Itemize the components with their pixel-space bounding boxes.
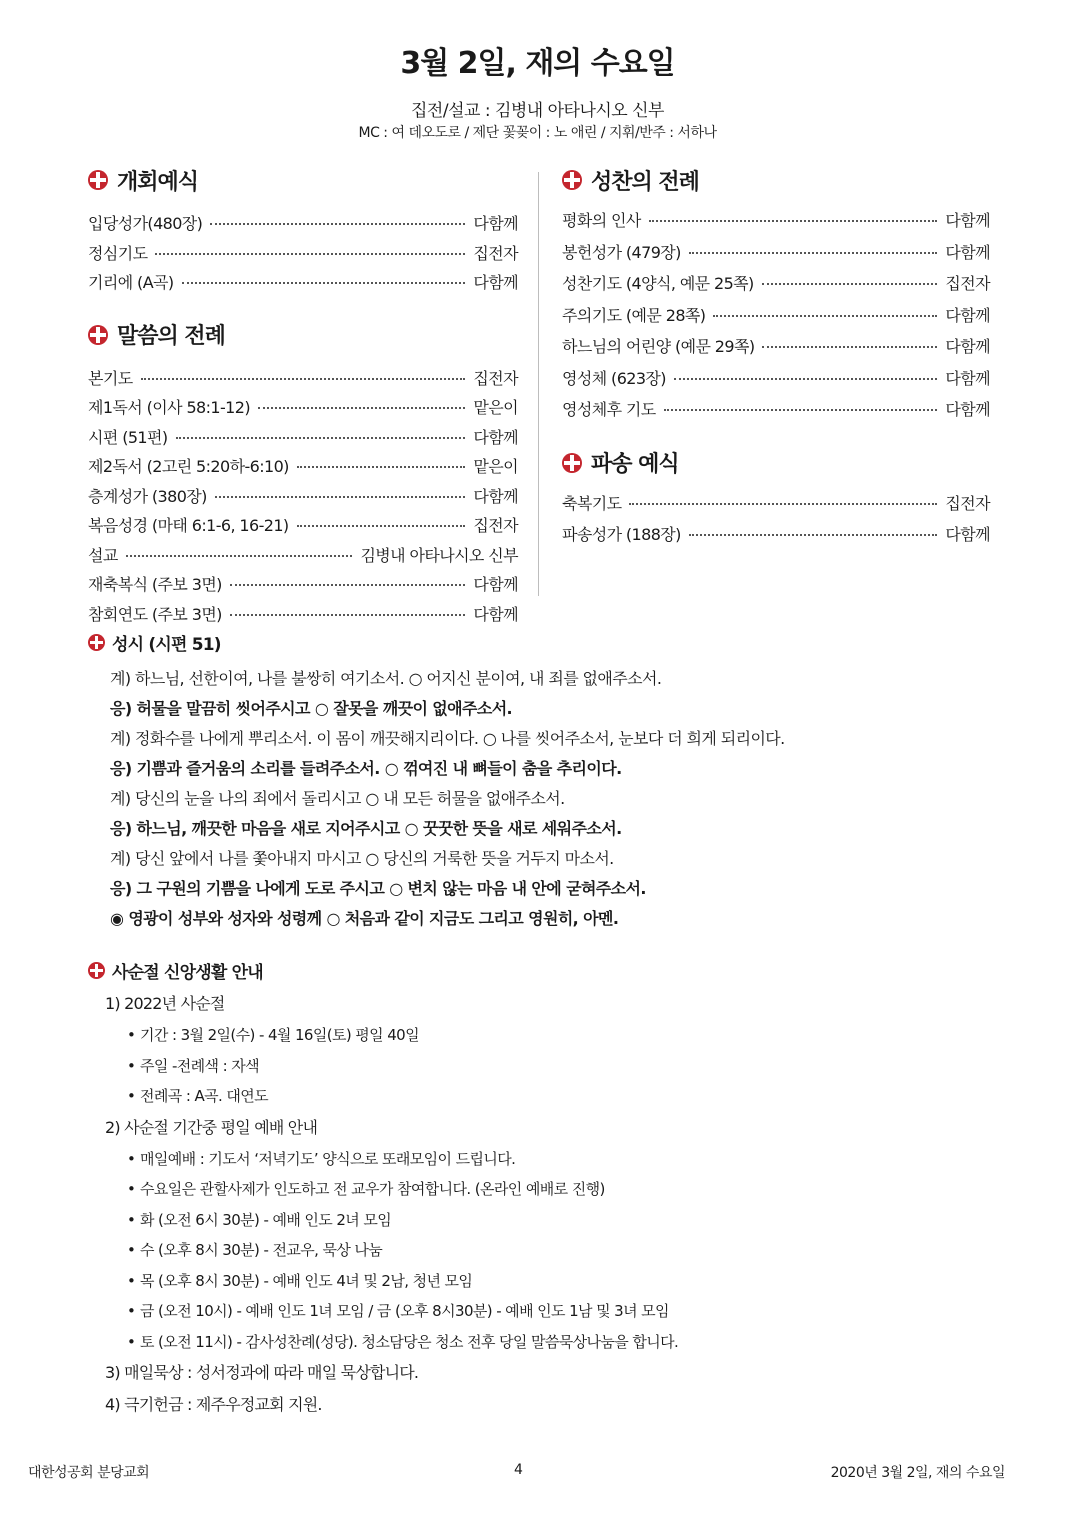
item-label: 영성체 (623장) — [562, 368, 666, 388]
item-performer: 김병내 아타나시오 신부 — [360, 545, 518, 565]
psalm-line: 응) 그 구원의 기쁨을 나에게 도로 주시고 ○ 변치 않는 마음 내 안에 굳혀주소서. — [110, 879, 646, 898]
item-label: 입당성가(480장) — [88, 214, 203, 233]
dot-leader — [629, 503, 937, 505]
right-column — [562, 165, 990, 551]
lent-bullet: • 토 (오전 11시) - 감사성찬례(성당). 청소담당은 청소 전후 당일 말씀묵상나눔을 합니다. — [105, 1327, 1005, 1358]
lent-bullet: • 매일예배 : 기도서 ‘저녁기도’ 양식으로 또래모임이 드립니다. — [105, 1144, 1005, 1175]
item-label: 기리에 (A곡) — [88, 273, 174, 292]
item-performer: 맡은이 — [473, 398, 518, 417]
item-performer: 다함께 — [473, 604, 518, 624]
dot-leader — [762, 283, 938, 285]
cross-icon — [88, 962, 105, 979]
psalm-line: 계) 당신 앞에서 나를 쫓아내지 마시고 ○ 당신의 거룩한 뜻을 거두지 마소서. — [110, 849, 614, 868]
psalm-line: 응) 허물을 말끔히 씻어주시고 ○ 잘못을 깨끗이 없애주소서. — [110, 699, 513, 718]
lent-heading: 3) 매일묵상 : 성서정과에 따라 매일 묵상합니다. — [105, 1363, 419, 1382]
lent-guide — [105, 988, 1005, 1421]
order-item — [562, 488, 990, 520]
section-title: 사순절 신앙생활 안내 — [112, 963, 263, 983]
psalm-text — [110, 664, 1010, 934]
column-divider — [538, 172, 539, 596]
lent-bullet: • 수 (오후 8시 30분) - 전교우, 묵상 나눔 — [105, 1235, 1005, 1266]
item-label: 층계성가 (380장) — [88, 486, 207, 506]
order-item — [562, 331, 990, 363]
cross-icon — [562, 170, 582, 190]
item-performer: 집전자 — [473, 243, 518, 263]
dot-leader — [689, 252, 938, 254]
opening-list — [88, 209, 518, 298]
psalm-line: ◉ 영광이 성부와 성자와 성령께 ○ 처음과 같이 지금도 그리고 영원히, 아멘. — [110, 909, 619, 928]
dot-leader — [182, 282, 466, 284]
item-performer: 다함께 — [945, 305, 990, 325]
item-label: 참회연도 (주보 3면) — [88, 604, 222, 624]
cross-icon — [88, 170, 108, 190]
section-title: 성찬의 전례 — [591, 169, 699, 195]
order-item — [88, 541, 518, 571]
dot-leader — [258, 407, 465, 409]
page-title: 3월 2일, 재의 수요일 — [400, 46, 675, 81]
section-eucharist — [562, 165, 990, 195]
officiant-line: 집전/설교 : 김병내 아타나시오 신부 — [411, 101, 664, 121]
item-performer: 다함께 — [473, 273, 518, 292]
dot-leader — [689, 534, 938, 536]
order-item — [562, 394, 990, 426]
order-item — [88, 364, 518, 394]
item-label: 정심기도 — [88, 243, 148, 263]
order-item — [88, 423, 518, 453]
psalm-line: 계) 당신의 눈을 나의 죄에서 돌리시고 ○ 내 모든 허물을 없애주소서. — [110, 789, 565, 808]
dot-leader — [664, 409, 938, 411]
item-performer: 집전자 — [945, 493, 990, 513]
lent-bullet: • 기간 : 3월 2일(수) - 4월 16일(토) 평일 40일 — [105, 1020, 1005, 1051]
lent-bullet: • 주일 -전례색 : 자색 — [105, 1051, 1005, 1082]
item-performer: 맡은이 — [473, 457, 518, 476]
dot-leader — [713, 315, 937, 317]
roles-line: MC : 여 데오도로 / 제단 꽃꽂이 : 노 애린 / 지휘/반주 : 서하나 — [358, 125, 717, 141]
section-dismissal — [562, 448, 990, 478]
item-label: 평화의 인사 — [562, 211, 641, 230]
item-label: 시편 (51편) — [88, 427, 168, 447]
item-performer: 집전자 — [473, 368, 518, 388]
dot-leader — [649, 220, 938, 222]
item-performer: 집전자 — [473, 516, 518, 535]
item-performer: 다함께 — [473, 486, 518, 506]
lent-bullet: • 화 (오전 6시 30분) - 예배 인도 2녀 모임 — [105, 1205, 1005, 1236]
order-item — [88, 511, 518, 541]
footer-date: 2020년 3월 2일, 재의 수요일 — [830, 1465, 1005, 1481]
item-label: 제2독서 (2고린 5:20하-6:10) — [88, 457, 289, 476]
item-label: 재축복식 (주보 3면) — [88, 575, 222, 594]
item-label: 영성체후 기도 — [562, 400, 656, 419]
lent-bullet: • 전례곡 : A곡. 대연도 — [105, 1081, 1005, 1112]
lent-heading: 4) 극기헌금 : 제주우정교회 지원. — [105, 1395, 322, 1414]
item-label: 복음성경 (마태 6:1-6, 16-21) — [88, 516, 289, 535]
order-item — [88, 393, 518, 423]
section-title: 파송 예식 — [591, 452, 679, 477]
order-item — [88, 209, 518, 239]
dot-leader — [155, 253, 465, 255]
lent-bullet: • 수요일은 관할사제가 인도하고 전 교우가 참여합니다. (온라인 예배로 진행) — [105, 1174, 1005, 1205]
lent-bullet: • 목 (오후 8시 30분) - 예배 인도 4녀 및 2남, 청년 모임 — [105, 1266, 1005, 1297]
item-performer: 다함께 — [945, 211, 990, 230]
dismissal-list — [562, 488, 990, 551]
dot-leader — [210, 223, 465, 225]
section-lent — [88, 958, 263, 983]
section-title: 성시 (시편 51) — [112, 635, 221, 655]
order-item — [88, 482, 518, 512]
dot-leader — [215, 496, 466, 498]
item-performer: 다함께 — [473, 427, 518, 447]
item-label: 주의기도 (예문 28쪽) — [562, 305, 706, 325]
item-label: 제1독서 (이사 58:1-12) — [88, 398, 250, 417]
psalm-line: 계) 정화수를 나에게 뿌리소서. 이 몸이 깨끗해지리이다. ○ 나를 씻어주소서, 눈보다 더 희게 되리이다. — [110, 729, 785, 748]
order-item — [88, 452, 518, 482]
order-item — [562, 237, 990, 269]
item-label: 봉헌성가 (479장) — [562, 242, 681, 262]
order-item — [88, 600, 518, 630]
item-label: 파송성가 (188장) — [562, 525, 681, 544]
order-item — [562, 519, 990, 551]
item-performer: 다함께 — [473, 575, 518, 594]
item-label: 축복기도 — [562, 493, 622, 513]
item-performer: 집전자 — [945, 274, 990, 293]
dot-leader — [230, 584, 466, 586]
item-performer: 다함께 — [945, 242, 990, 262]
dot-leader — [762, 346, 937, 348]
order-item — [88, 268, 518, 298]
item-performer: 다함께 — [945, 337, 990, 356]
dot-leader — [297, 466, 466, 468]
item-label: 성찬기도 (4양식, 예문 25쪽) — [562, 274, 754, 293]
dot-leader — [176, 437, 466, 439]
item-performer: 다함께 — [473, 214, 518, 233]
footer-page-number: 4 — [514, 1462, 523, 1478]
item-performer: 다함께 — [945, 400, 990, 419]
cross-icon — [88, 325, 108, 345]
item-performer: 다함께 — [945, 368, 990, 388]
section-title: 말씀의 전례 — [117, 324, 225, 349]
dot-leader — [141, 378, 466, 380]
dot-leader — [297, 525, 466, 527]
lent-heading: 2) 사순절 기간중 평일 예배 안내 — [105, 1117, 318, 1137]
item-label: 하느님의 어린양 (예문 29쪽) — [562, 337, 755, 356]
section-title: 개회예식 — [117, 169, 199, 195]
psalm-line: 응) 하느님, 깨끗한 마음을 새로 지어주시고 ○ 꿋꿋한 뜻을 새로 세워주소서. — [110, 819, 622, 838]
eucharist-list — [562, 205, 990, 426]
dot-leader — [126, 555, 353, 557]
dot-leader — [674, 378, 937, 380]
section-word — [88, 320, 518, 350]
psalm-line: 계) 하느님, 선한이여, 나를 불쌍히 여기소서. ○ 어지신 분이여, 내 죄를 없애주소서. — [110, 669, 662, 688]
cross-icon — [562, 453, 582, 473]
footer-church: 대한성공회 분당교회 — [28, 1465, 150, 1481]
word-list — [88, 364, 518, 630]
section-psalm — [88, 630, 221, 655]
lent-bullet: • 금 (오전 10시) - 예배 인도 1녀 모임 / 금 (오후 8시30분) - 예배 인도 1남 및 3녀 모임 — [105, 1296, 1005, 1327]
order-item — [562, 268, 990, 300]
lent-heading: 1) 2022년 사순절 — [105, 994, 225, 1013]
order-item — [562, 300, 990, 332]
dot-leader — [230, 614, 466, 616]
section-opening — [88, 165, 518, 195]
item-label: 본기도 — [88, 368, 133, 388]
cross-icon — [88, 634, 105, 651]
psalm-line: 응) 기쁨과 즐거움의 소리를 들려주소서. ○ 꺾여진 내 뼈들이 춤을 추리이다. — [110, 759, 622, 778]
order-item — [88, 570, 518, 600]
order-item — [562, 363, 990, 395]
order-item — [562, 205, 990, 237]
left-column — [88, 165, 518, 629]
item-label: 설교 — [88, 545, 118, 565]
item-performer: 다함께 — [945, 525, 990, 544]
order-item — [88, 239, 518, 269]
